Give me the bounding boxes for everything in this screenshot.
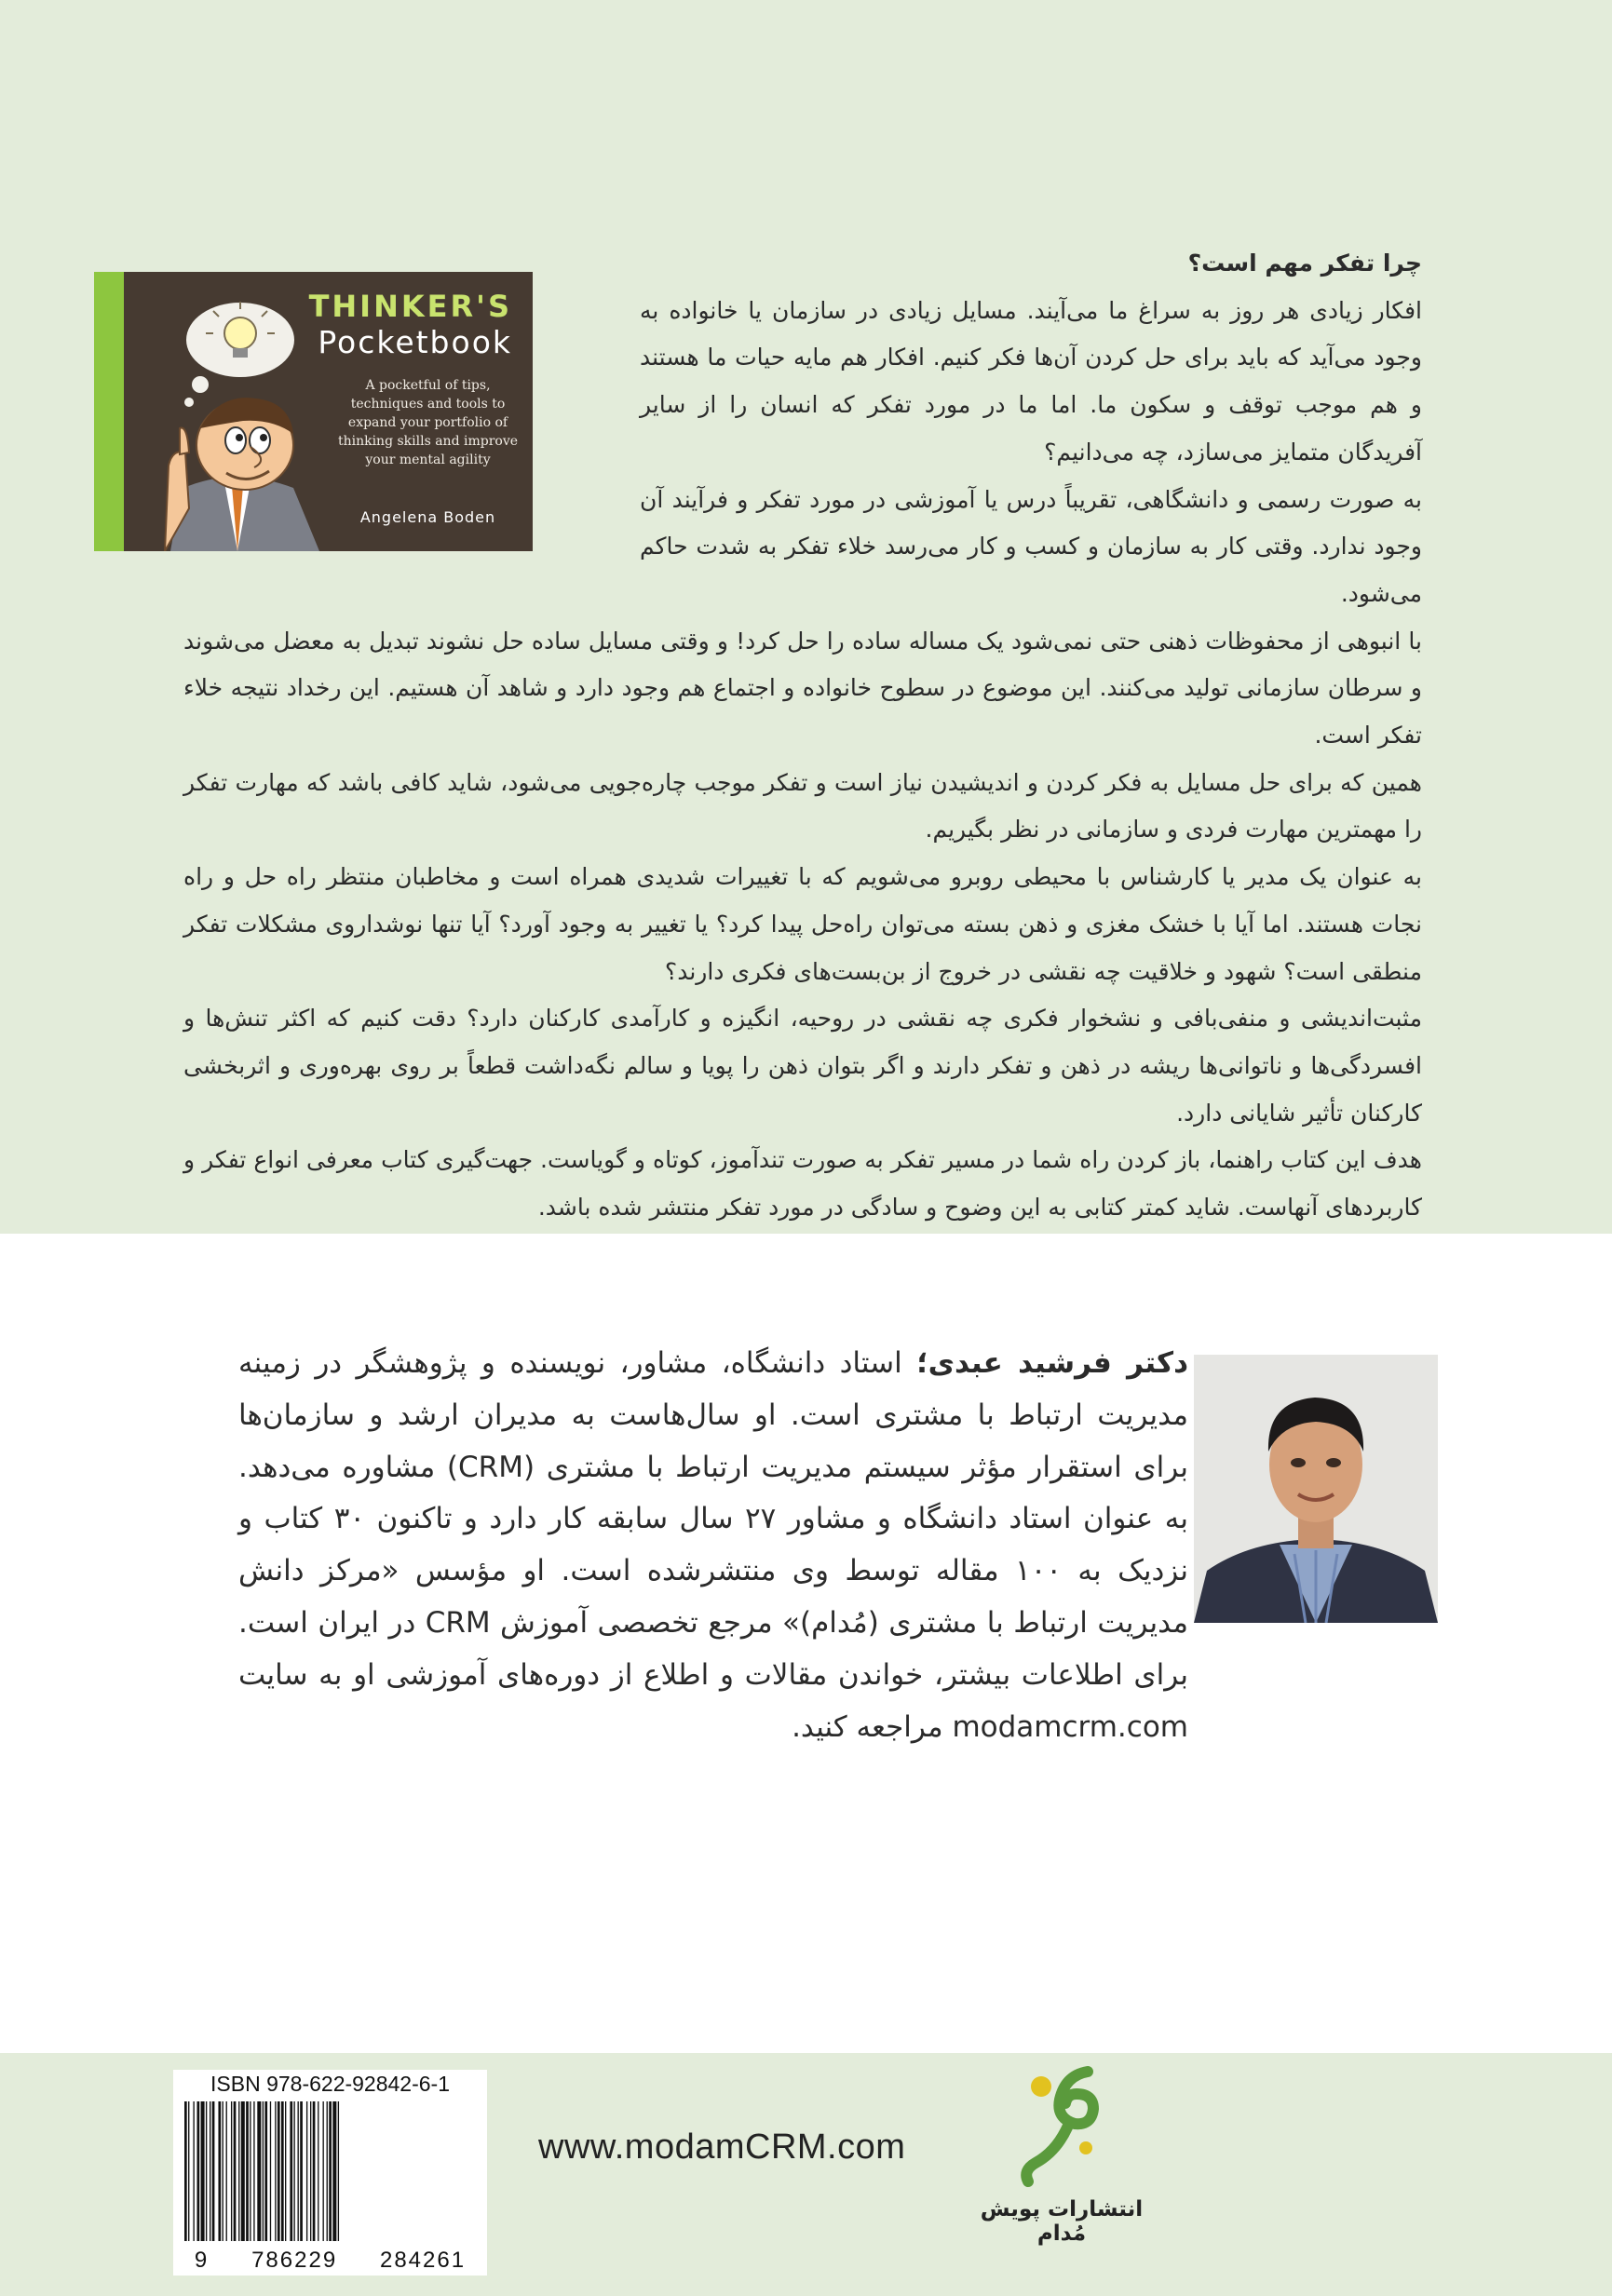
barcode-bar: [184, 2101, 187, 2241]
barcode-bar: [278, 2101, 280, 2241]
article-paragraph: افکار زیادی هر روز به سراغ ما می‌آیند. مسایل زیادی در سازمان یا خانواده به وجود می‌آید که باید برای حل کردن آن‌ها فکر کنیم. افکار هم مایه حیات ما هستند و هم موجب توقف و سکون ما. اما ما در مورد تفکر که انسان را از سایر آفریدگان متمایز می‌سازد، چه می‌دانیم؟: [640, 296, 1422, 466]
barcode-bar: [313, 2101, 316, 2241]
article: [183, 240, 1422, 1232]
barcode-digits: [173, 2248, 487, 2274]
book-spine-strip: [94, 272, 124, 551]
barcode-bar: [300, 2101, 303, 2241]
barcode-bar: [306, 2101, 307, 2241]
barcode-bar: [246, 2101, 249, 2241]
barcode-bar: [285, 2101, 286, 2241]
barcode-bar: [263, 2101, 264, 2241]
article-paragraph: به عنوان یک مدیر یا کارشناس با محیطی روبرو می‌شویم که با تغییرات شدیدی همراه است و مخاطبان منتظر راه حل و راه نجات هستند. اما آیا با خشک مغزی و ذهن بسته می‌توان راه‌حل پیدا کرد؟ یا تغییر به وجود آورد؟ آیا تنها نوشداروی مشکلات تفکر منطقی است؟ شهود و خلاقیت چه نقشی در خروج از بن‌بست‌های فکری دارند؟: [183, 863, 1422, 985]
barcode-bar: [327, 2101, 328, 2241]
barcode-bar: [223, 2101, 224, 2241]
author-portrait-photo-icon: [1194, 1355, 1438, 1623]
article-paragraph: مثبت‌اندیشی و منفی‌بافی و نشخوار فکری چه نقشی در روحیه، انگیزه و کارآمدی کارکنان دارد؟ دقت کنیم که اکثر تنش‌ها و افسردگی‌ها و ناتوانی‌ها ریشه در ذهن و تفکر دارند و اگر بتوان ذهن را پویا و سالم نگه‌داشت قطعاً بر روی بهره‌وری و اثربخشی کارکنان تأثیر شایانی دارد.: [183, 1005, 1422, 1127]
website-url[interactable]: www.modamCRM.com: [538, 2127, 906, 2167]
isbn-number: ISBN 978-622-92842-6-1: [210, 2072, 450, 2096]
publisher-name: انتشارات پویش مُدام: [980, 2197, 1144, 2246]
barcode-digit-group: 786229: [251, 2248, 338, 2273]
barcode-digit-group: 284261: [379, 2248, 467, 2273]
barcode-bar: [231, 2101, 232, 2241]
barcode-bar: [264, 2101, 267, 2241]
barcode-bar: [310, 2101, 311, 2241]
article-paragraph: همین که برای حل مسایل به فکر کردن و اندیشیدن نیاز است و تفکر موجب چاره‌جویی می‌شود، شاید کافی باشد که مهارت تفکر را مهمترین مهارت فردی و سازمانی در نظر بگیریم.: [183, 768, 1422, 844]
article-heading: چرا تفکر مهم است؟: [1187, 250, 1422, 277]
barcode-bar: [329, 2101, 332, 2241]
barcode-bar: [226, 2101, 227, 2241]
barcode-bar: [188, 2101, 189, 2241]
barcode-bar: [250, 2101, 251, 2241]
barcode-bar: [234, 2101, 237, 2241]
barcode-icon: [181, 2101, 480, 2241]
article-paragraph: با انبوهی از محفوظات ذهنی حتی نمی‌شود یک مساله ساده را حل کرد! و وقتی مسایل ساده حل نشوند تبدیل به معضل می‌شوند و سرطان سازمانی تولید می‌کنند. این موضوع در سطوح خانواده و اجتماع هم وجود دارد و شاهد آن هستیم. این رخداد نتیجه خلاء تفکر است.: [183, 627, 1422, 750]
barcode-bar: [206, 2101, 207, 2241]
article-paragraph: به صورت رسمی و دانشگاهی، تقریباً درس یا آموزشی در مورد تفکر و فرآیند آن وجود ندارد. وقتی کار به سازمان و کسب و کار می‌رسد خلاء تفکر به شدت حاکم می‌شود.: [640, 485, 1422, 607]
barcode-bar: [193, 2101, 194, 2241]
barcode-bar: [332, 2101, 336, 2241]
barcode-bar: [212, 2101, 215, 2241]
author-bio: [238, 1338, 1188, 1753]
barcode-bar: [201, 2101, 205, 2241]
article-paragraph: هدف این کتاب راهنما، باز کردن راه شما در مسیر تفکر به صورت تندآموز، کوتاه و گویاست. جهت‌گیری کتاب معرفی انواع تفکر و کاربردهای آنهاست. شاید کمتر کتابی به این وضوح و سادگی در مورد تفکر منتشر شده باشد.: [183, 1146, 1422, 1222]
author-name: دکتر فرشید عبدی؛: [916, 1346, 1188, 1380]
book-title-line2: Pocketbook: [318, 324, 512, 360]
author-bio-text: [238, 1338, 1188, 1753]
isbn-barcode: [173, 2070, 487, 2276]
barcode-digit-group: 9: [194, 2248, 210, 2273]
barcode-bar: [218, 2101, 221, 2241]
barcode-bar: [290, 2101, 292, 2241]
barcode-bar: [275, 2101, 276, 2241]
publisher-logo-icon: [1009, 2062, 1112, 2188]
book-author: Angelena Boden: [359, 508, 496, 526]
barcode-bar: [257, 2101, 261, 2241]
barcode-bar: [281, 2101, 284, 2241]
barcode-bar: [238, 2101, 239, 2241]
book-blurb: A pocketful of tips, techniques and tools to expand your portfolio of thinking skills and improve your mental agility: [337, 378, 519, 467]
barcode-bar: [270, 2101, 271, 2241]
barcode-bar: [293, 2101, 294, 2241]
barcode-bar: [253, 2101, 254, 2241]
barcode-bar: [338, 2101, 339, 2241]
barcode-bar: [197, 2101, 200, 2241]
author-bio-body: استاد دانشگاه، مشاور، نویسنده و پژوهشگر در زمینه مدیریت ارتباط با مشتری است. او سال‌هاست به مدیران ارشد و سازمان‌ها برای استقرار مؤثر سیستم مدیریت ارتباط با مشتری (CRM) مشاوره می‌دهد. به عنوان استاد دانشگاه و مشاور ۲۷ سال سابقه کار دارد و تاکنون ۳۰ کتاب و نزدیک به ۱۰۰ مقاله توسط وی منتشرشده است. او مؤسس «مرکز دانش مدیریت ارتباط با مشتری (مُدام)» مرجع تخصصی آموزش CRM در ایران است. برای اطلاعات بیشتر، خواندن مقالات و اطلاع از دوره‌های آموزشی او به سایت modamcrm.com مراجعه کنید.: [238, 1346, 1189, 1744]
barcode-bar: [298, 2101, 299, 2241]
barcode-bar: [323, 2101, 324, 2241]
barcode-bar: [241, 2101, 245, 2241]
book-title-line1: THINKER'S: [308, 289, 512, 324]
